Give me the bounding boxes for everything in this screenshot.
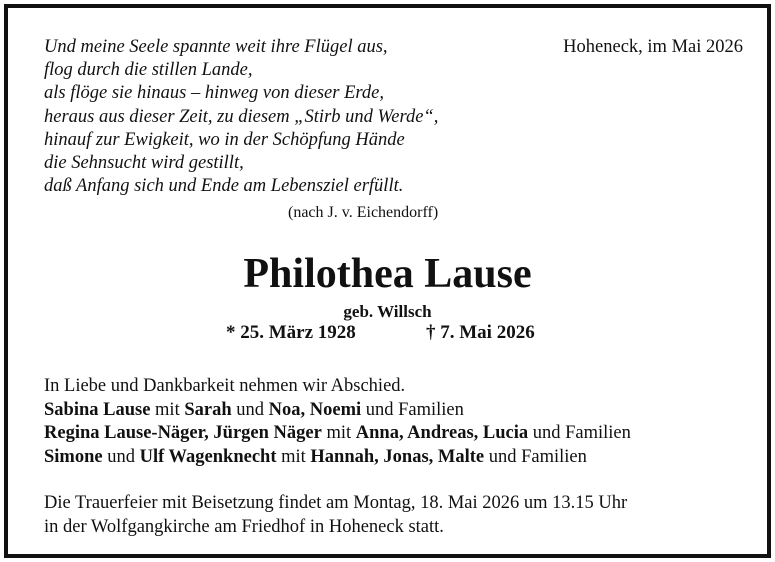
family-connector: mit — [276, 446, 311, 467]
poem-line: die Sehnsucht wird gestillt, — [44, 153, 244, 174]
obituary-notice — [4, 4, 771, 558]
poem-line: flog durch die stillen Lande, — [44, 60, 253, 81]
family-names: Sarah — [184, 399, 232, 420]
family-line — [44, 399, 631, 423]
family-connector: und Familien — [484, 446, 587, 467]
family-list — [44, 399, 631, 470]
family-names: Noa, Noemi — [268, 399, 362, 420]
poem-line: heraus aus dieser Zeit, zu diesem „Stirb und Werde“, — [44, 106, 439, 127]
deceased-name: Philothea Lause — [243, 251, 532, 297]
family-names: Regina Lause-Näger, Jürgen Näger — [44, 423, 322, 444]
poem-attribution: (nach J. v. Eichendorff) — [288, 204, 439, 221]
family-line — [44, 446, 631, 470]
maiden-name: geb. Willsch — [343, 302, 432, 321]
family-connector: und — [102, 446, 140, 467]
ceremony-line: Die Trauerfeier mit Beisetzung findet am Montag, 18. Mai 2026 um 13.15 Uhr — [44, 493, 628, 513]
family-names: Ulf Wagenknecht — [139, 446, 277, 467]
poem-line: hinauf zur Ewigkeit, wo in der Schöpfung Hände — [44, 129, 405, 150]
farewell-text: In Liebe und Dankbarkeit nehmen wir Abschied. — [44, 376, 406, 396]
family-names: Hannah, Jonas, Malte — [310, 446, 485, 467]
family-line — [44, 422, 631, 446]
death-date: † 7. Mai 2026 — [426, 322, 535, 343]
poem-line: Und meine Seele spannte weit ihre Flügel aus, — [44, 37, 388, 57]
family-connector: und — [231, 399, 269, 420]
family-connector: mit — [150, 399, 185, 420]
ceremony-line: in der Wolfgangkirche am Friedhof in Hoheneck statt. — [44, 516, 444, 537]
family-names: Anna, Andreas, Lucia — [355, 423, 529, 444]
ceremony-info — [44, 492, 627, 539]
family-names: Simone — [44, 446, 103, 467]
family-names: Sabina Lause — [44, 399, 151, 420]
family-connector: mit — [321, 423, 356, 444]
poem-line: als flöge sie hinaus – hinweg von dieser Erde, — [44, 83, 384, 104]
poem-line: daß Anfang sich und Ende am Lebensziel erfüllt. — [44, 176, 404, 197]
mourners — [44, 375, 631, 469]
family-connector: und Familien — [528, 423, 631, 444]
poem — [44, 36, 438, 198]
place-date: Hoheneck, im Mai 2026 — [563, 37, 743, 57]
family-connector: und Familien — [361, 399, 464, 420]
birth-date: * 25. März 1928 — [226, 322, 356, 343]
